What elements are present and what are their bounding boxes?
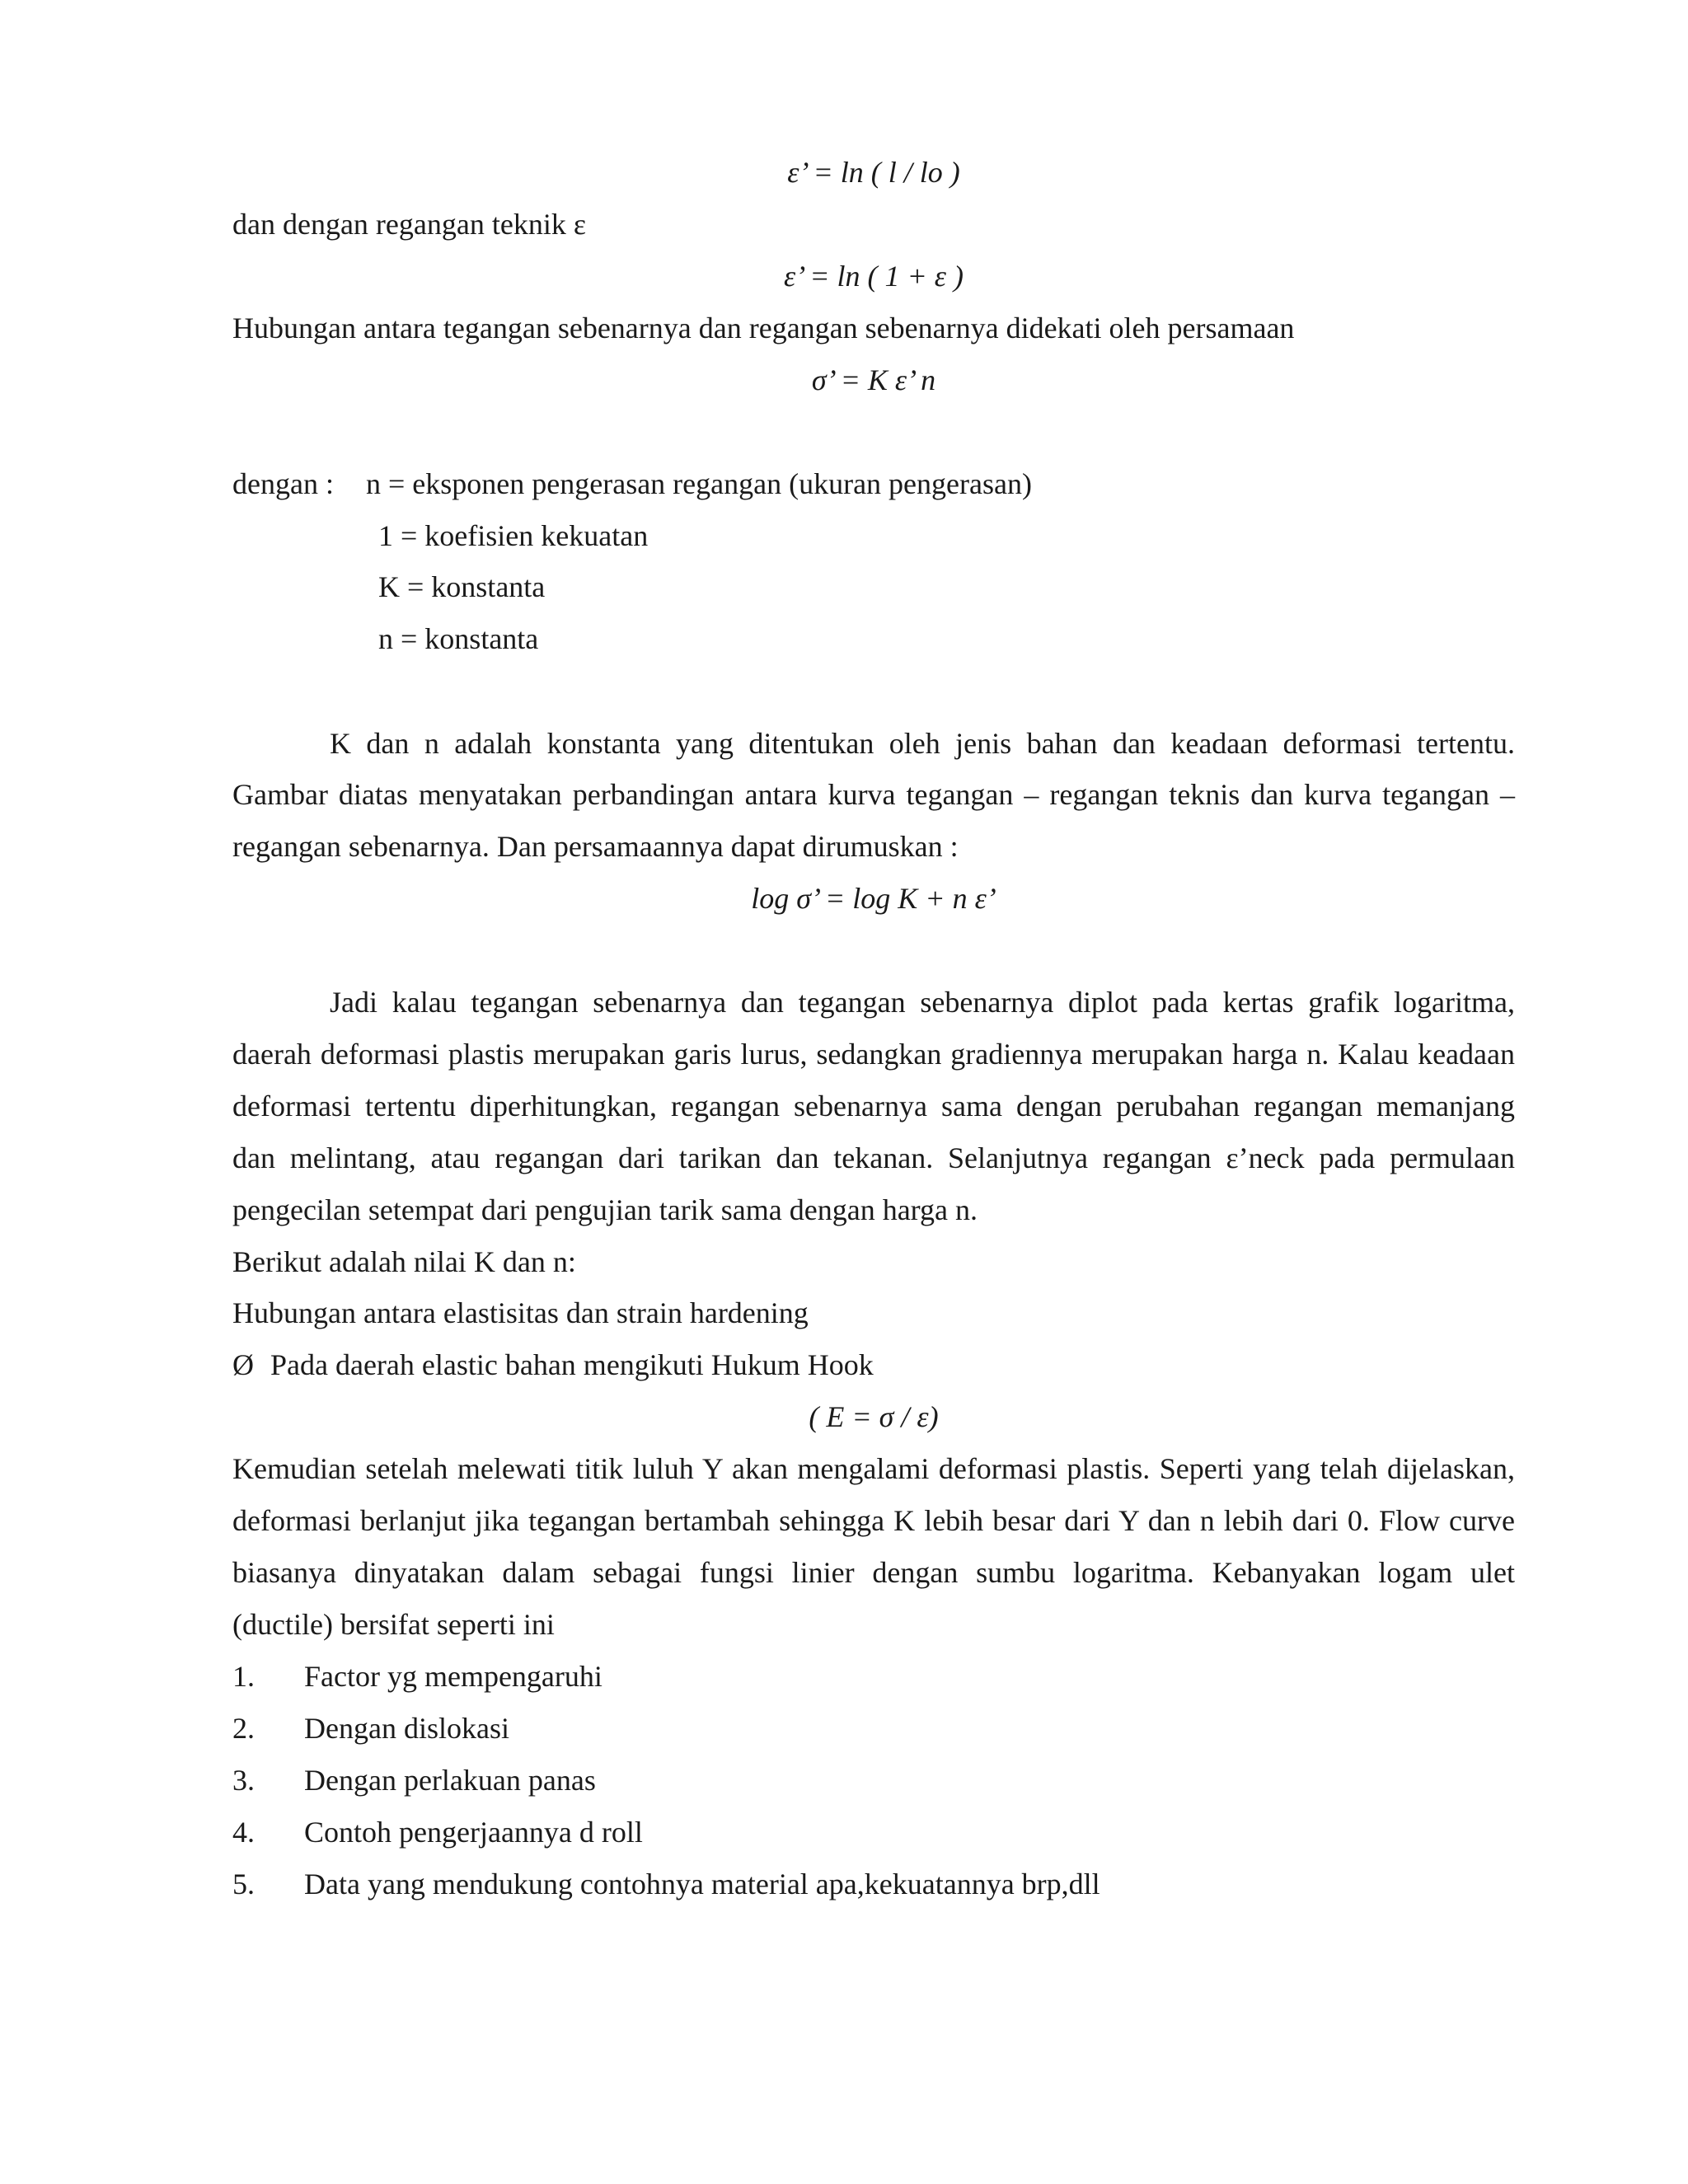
list-item: Dengan dislokasi bbox=[304, 1712, 509, 1745]
bullet-text: Pada daerah elastic bahan mengikuti Hukum Hook bbox=[270, 1348, 874, 1381]
paragraph-line: Jadi kalau tegangan sebenarnya dan tegangan sebenarnya diplot pada kertas grafik logaritma, bbox=[330, 986, 1515, 1019]
paragraph-line: biasanya dinyatakan dalam sebagai fungsi linier dengan sumbu logaritma. Kebanyakan logam ulet bbox=[232, 1556, 1515, 1589]
paragraph-line: K dan n adalah konstanta yang ditentukan oleh jenis bahan dan keadaan deformasi tertentu. bbox=[330, 727, 1515, 760]
equation-flow-curve: σ’ = K ε’ n bbox=[811, 363, 936, 396]
text-line: dan dengan regangan teknik ε bbox=[232, 208, 586, 241]
paragraph-line: regangan sebenarnya. Dan persamaannya dapat dirumuskan : bbox=[232, 830, 959, 863]
definition-item: n = eksponen pengerasan regangan (ukuran pengerasan) bbox=[366, 467, 1032, 500]
list-number: 1. bbox=[232, 1660, 255, 1693]
list-number: 3. bbox=[232, 1764, 255, 1797]
list-item: Contoh pengerjaannya d roll bbox=[304, 1816, 643, 1849]
definition-item: 1 = koefisien kekuatan bbox=[378, 519, 649, 552]
paragraph-line: deformasi berlanjut jika tegangan bertambah sehingga K lebih besar dari Y dan n lebih dari 0. Flow curve bbox=[232, 1504, 1515, 1537]
definition-label: dengan : bbox=[232, 467, 334, 500]
paragraph-line: pengecilan setempat dari pengujian tarik sama dengan harga n. bbox=[232, 1193, 978, 1226]
text-line: Hubungan antara elastisitas dan strain hardening bbox=[232, 1296, 809, 1329]
list-number: 5. bbox=[232, 1868, 255, 1900]
equation-log-form: log σ’ = log K + n ε’ bbox=[751, 882, 996, 915]
paragraph-line: daerah deformasi plastis merupakan garis lurus, sedangkan gradiennya merupakan harga n. Kalau keadaan bbox=[232, 1038, 1515, 1071]
paragraph-line: (ductile) bersifat seperti ini bbox=[232, 1608, 555, 1641]
equation-hooke: ( E = σ / ε) bbox=[809, 1400, 939, 1433]
definition-item: K = konstanta bbox=[378, 570, 546, 603]
paragraph-line: dan melintang, atau regangan dari tarikan dan tekanan. Selanjutnya regangan ε’neck pada permulaan bbox=[232, 1141, 1515, 1174]
text-line: Berikut adalah nilai K dan n: bbox=[232, 1245, 576, 1278]
list-item: Factor yg mempengaruhi bbox=[304, 1660, 603, 1693]
paragraph-line: Gambar diatas menyatakan perbandingan antara kurva tegangan – regangan teknis dan kurva tegangan – bbox=[232, 778, 1515, 811]
bullet-icon: Ø bbox=[232, 1348, 254, 1381]
list-item: Data yang mendukung contohnya material apa,kekuatannya brp,dll bbox=[304, 1868, 1100, 1900]
text-line: Hubungan antara tegangan sebenarnya dan regangan sebenarnya didekati oleh persamaan bbox=[232, 312, 1295, 344]
paragraph-line: deformasi tertentu diperhitungkan, regangan sebenarnya sama dengan perubahan regangan memanjang bbox=[232, 1090, 1515, 1122]
paragraph-line: Kemudian setelah melewati titik luluh Y akan mengalami deformasi plastis. Seperti yang telah dijelaskan, bbox=[232, 1452, 1515, 1485]
definition-item: n = konstanta bbox=[378, 622, 539, 655]
list-number: 4. bbox=[232, 1816, 255, 1849]
list-item: Dengan perlakuan panas bbox=[304, 1764, 596, 1797]
equation-true-strain: ε’ = ln ( l / lo ) bbox=[787, 156, 960, 189]
equation-true-strain-engineering: ε’ = ln ( 1 + ε ) bbox=[784, 260, 964, 293]
list-number: 2. bbox=[232, 1712, 255, 1745]
